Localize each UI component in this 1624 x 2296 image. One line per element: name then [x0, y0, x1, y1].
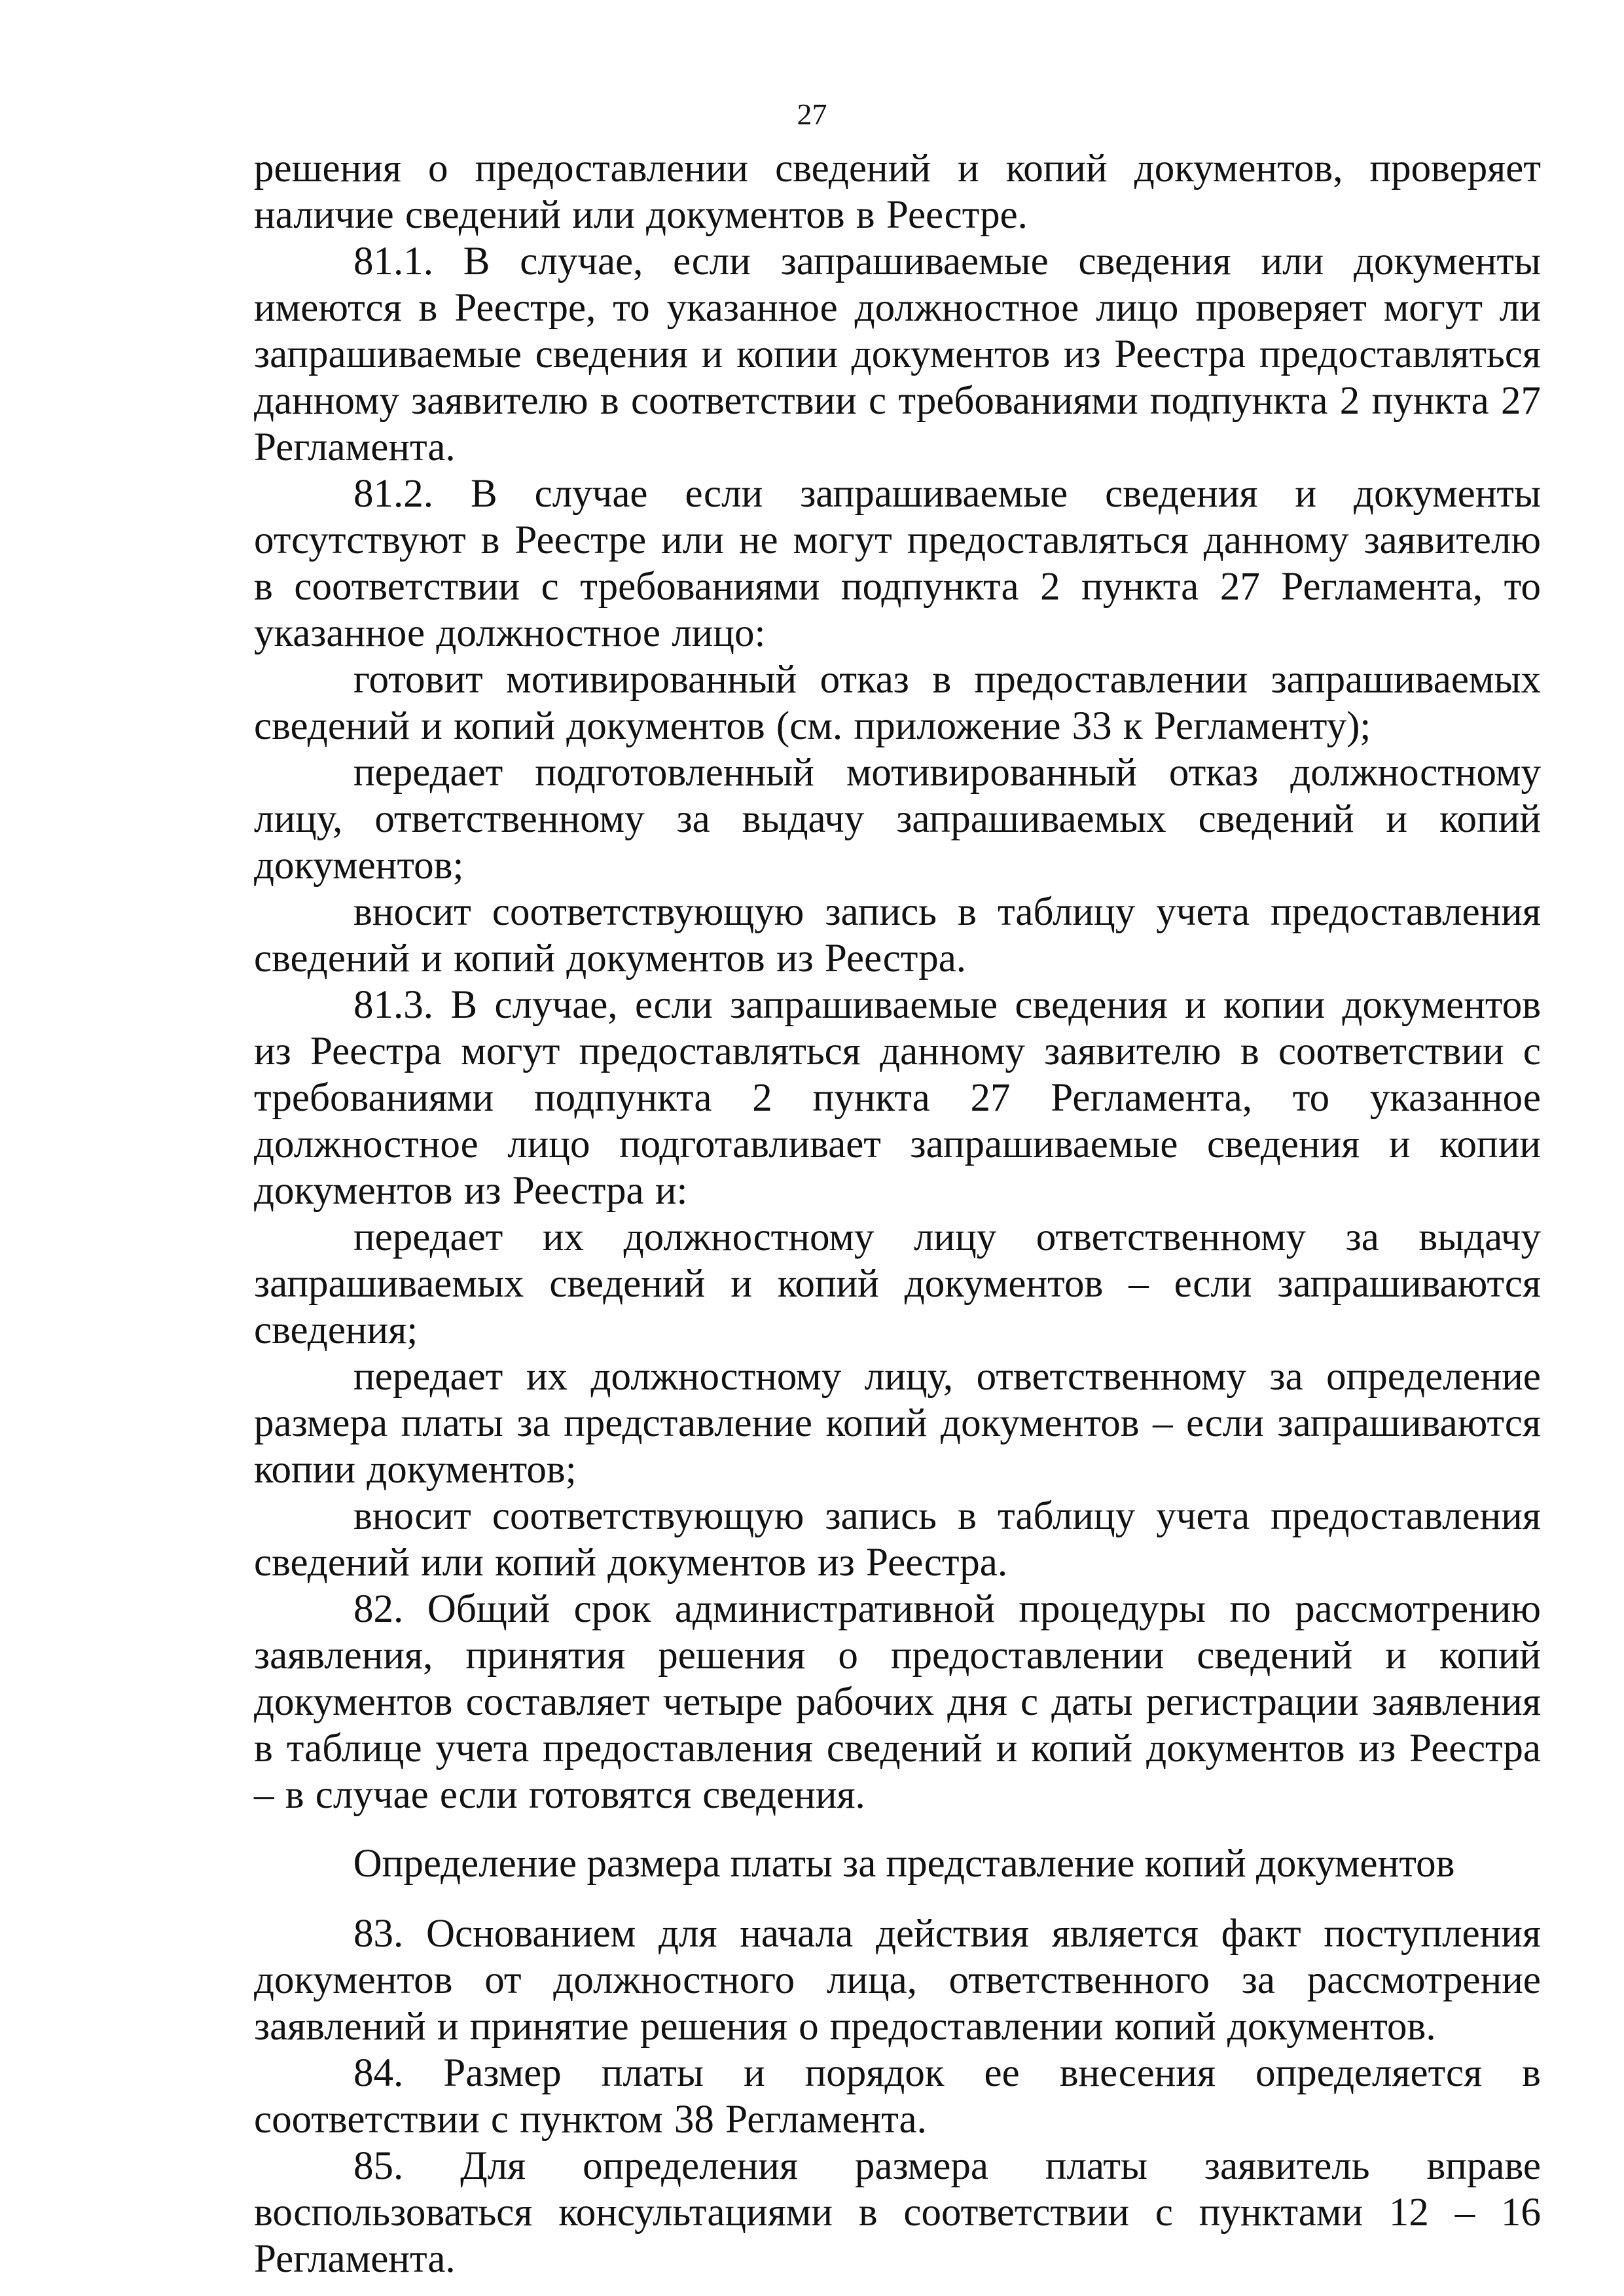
paragraph: 84. Размер платы и порядок ее внесения определяется в соответствии с пунктом 38 Регламента. [254, 2051, 1541, 2142]
paragraph: вносит соответствующую запись в таблицу учета предоставления сведений или копий документов из Реестра. [254, 1494, 1541, 1585]
paragraphs-after-heading [254, 1910, 1541, 2282]
paragraph: решения о предоставлении сведений и копий документов, проверяет наличие сведений или документов в Реестре. [254, 147, 1541, 237]
paragraph: вносит соответствующую запись в таблицу учета предоставления сведений и копий документов из Реестра. [254, 890, 1541, 980]
paragraph: 81.1. В случае, если запрашиваемые сведения или документы имеются в Реестре, то указанное должностное лицо проверяет могут ли запрашиваемые сведения и копии документов из Реестра предоставляться данному заявителю в соответствии с требованиями подпункта 2 пункта 27 Регламента. [254, 240, 1541, 469]
document-body [254, 145, 1541, 2282]
paragraph: готовит мотивированный отказ в предоставлении запрашиваемых сведений и копий документов (см. приложение 33 к Регламенту); [254, 658, 1541, 748]
paragraph: передает их должностному лицу, ответственному за определение размера платы за представление копий документов – если запрашиваются копии документов; [254, 1355, 1541, 1492]
section-heading: Определение размера платы за представление копий документов [353, 1842, 1455, 1886]
page-number: 27 [797, 98, 827, 131]
paragraph: 83. Основанием для начала действия является факт поступления документов от должностного лица, ответственного за рассмотрение заявлений и принятие решения о предоставлении копий документов. [254, 1912, 1541, 2049]
paragraphs-before-heading [254, 145, 1541, 1818]
paragraph: 81.2. В случае если запрашиваемые сведения и документы отсутствуют в Реестре или не могут предоставляться данному заявителю в соответствии с требованиями подпункта 2 пункта 27 Регламента, то указанное должностное лицо: [254, 472, 1541, 655]
paragraph: 81.3. В случае, если запрашиваемые сведения и копии документов из Реестра могут предоставляться данному заявителю в соответствии с требованиями подпункта 2 пункта 27 Регламента, то указанное должностное лицо подготавливает запрашиваемые сведения и копии документов из Реестра и: [254, 983, 1541, 1213]
paragraph: 85. Для определения размера платы заявитель вправе воспользоваться консультациями в соответствии с пунктами 12 – 16 Регламента. [254, 2144, 1541, 2281]
paragraph: передает подготовленный мотивированный отказ должностному лицу, ответственному за выдачу запрашиваемых сведений и копий документов; [254, 751, 1541, 888]
paragraph: передает их должностному лицу ответственному за выдачу запрашиваемых сведений и копий документов – если запрашиваются сведения; [254, 1215, 1541, 1352]
paragraph: 82. Общий срок административной процедуры по рассмотрению заявления, принятия решения о предоставлении сведений и копий документов составляет четыре рабочих дня с даты регистрации заявления в таблице учета предоставления сведений и копий документов из Реестра – в случае если готовятся сведения. [254, 1587, 1541, 1817]
